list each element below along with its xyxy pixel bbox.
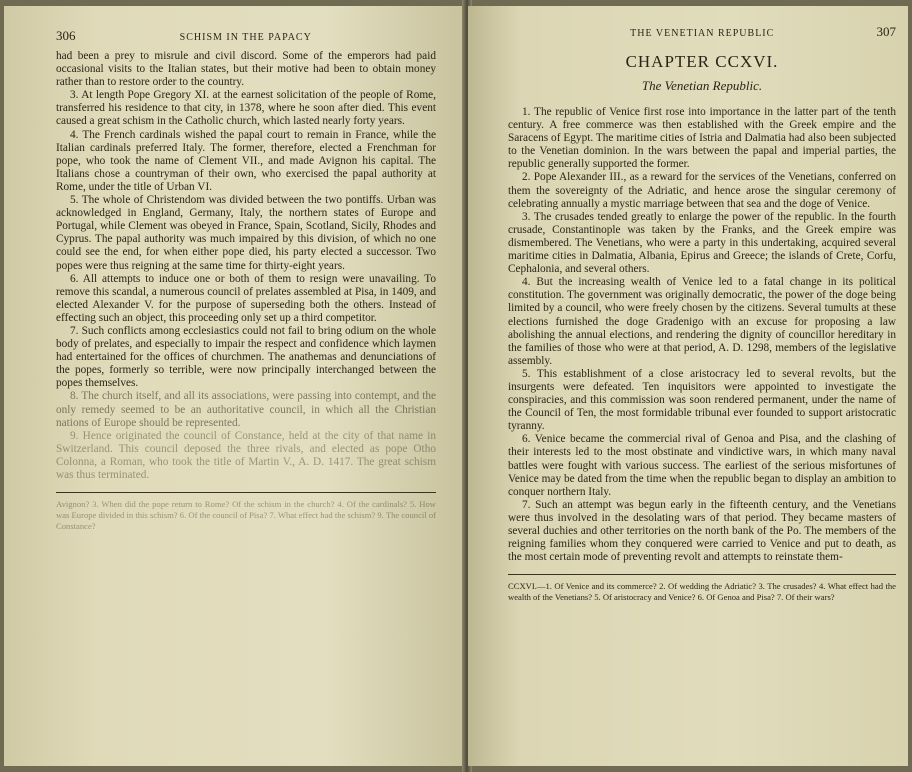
left-paragraph: 6. All attempts to induce one or both of them to resign were unavailing. To remove this scandal, a numerous council of prelates assembled at Pisa, in 1409, and elected Alexander V. for the purpose of superseding both the others. Instead of effecting such an object, this proceeding only set up a third competitor. — [56, 272, 436, 324]
right-page-number: 307 — [876, 24, 896, 39]
right-footnote: CCXVI.—1. Of Venice and its commerce? 2. Of wedding the Adriatic? 3. The crusades? 4. What effect had the wealth of the Venetians? 5. Of aristocracy and Venice? 6. Of Genoa and Pisa? 7. Of their wars? — [508, 581, 896, 603]
left-paragraph: 8. The church itself, and all its associations, were passing into contempt, and the only remedy seemed to be an authoritative council, in which all the Christian nations of Europe should be represented. — [56, 390, 436, 429]
right-page — [468, 6, 908, 766]
left-running-title: SCHISM IN THE PAPACY — [179, 32, 312, 43]
right-paragraph: 6. Venice became the commercial rival of Genoa and Pisa, and the clashing of their interests led to the most obstinate and vindictive wars, in which many naval battles were fought with various success. The earliest of the serious misfortunes of Venice may be dated from the time when the republic began to display an ambition to conquer northern Italy. — [508, 433, 896, 498]
left-paragraph: 7. Such conflicts among ecclesiastics could not fail to bring odium on the whole body of prelates, and especially to impair the respect and confidence which laymen had entertained for the offices of churchmen. The anathemas and denunciations of the popes, formerly so terrible, were now principally interchanged between the popes themselves. — [56, 324, 436, 390]
left-paragraph: 4. The French cardinals wished the papal court to remain in France, while the Italian cardinals preferred Italy. The former, therefore, elected a Frenchman for pope, who took the name of Clement VII., and made Avignon his capital. The Italians chose a countryman of their own, who exercised the papal authority at Rome, under the title of Urban VI. — [56, 128, 436, 193]
chapter-subtitle: The Venetian Republic. — [641, 78, 763, 93]
right-paragraph: 3. The crusades tended greatly to enlarge the power of the republic. In the fourth crusade, Constantinople was taken by the Franks, and the Greek empire was dismembered. The Venetians, who were a party in this undertaking, acquired several maritime cities in Dalmatia, Albania, Epirus and Greece; the islands of Crete, Corfu, Cephalonia, and several others. — [508, 210, 896, 276]
right-paragraph: 7. Such an attempt was begun early in the fifteenth century, and the Venetians were thus involved in the desolating wars of that period. They became masters of several duchies and other territories on the north bank of the Po. The members of the reigning families whom they conquered were carried to Venice and put to death, as the most certain mode of preventing revolt and attempts to reinstate them- — [508, 498, 896, 564]
right-paragraph: 2. Pope Alexander III., as a reward for the services of the Venetians, conferred on them the sovereignty of the Adriatic, and hence arose the singular ceremony of celebrating annually a mystic marriage between that sea and the doge of Venice. — [508, 171, 896, 210]
right-paragraph: 5. This establishment of a close aristocracy led to several revolts, but the insurgents were defeated. Ten inquisitors were appointed to investigate the conspiracies, and this commission was soon rendered permanent, under the name of the Council of Ten, the most formidable tribunal ever founded to support aristocratic tyranny. — [508, 367, 896, 433]
left-page-number: 306 — [56, 28, 76, 43]
left-footnote-rule — [56, 492, 436, 493]
right-paragraph: 1. The republic of Venice first rose into importance in the latter part of the tenth century. A free commerce was then established with the Greek empire and the Saracens of Egypt. The maritime cities of Istria and Dalmatia had also been subjected to the Venetian dominion. In the wars between the papal and imperial parties, the republic generally supported the former. — [508, 106, 896, 171]
right-running-head — [508, 24, 896, 40]
left-paragraph: 9. Hence originated the council of Constance, held at the city of that name in Switzerland. This council deposed the three rivals, and elected as pope Otho Colonna, a Roman, who took the title of Martin V., A. D. 1417. The great schism was thus terminated. — [56, 429, 436, 481]
left-paragraph: had been a prey to misrule and civil discord. Some of the emperors had paid occasional visits to the Italian states, but their motive had been to obtain money rather than to restore order to the country. — [56, 50, 436, 89]
left-page — [4, 6, 464, 766]
left-running-head — [56, 28, 436, 44]
right-paragraph: 4. But the increasing wealth of Venice led to a fatal change in its political constitution. The government was originally democratic, the power of the doge being limited by a council, who were freely chosen by the citizens. Several tumults at these elections furnished the doge Gradenigo with an excuse for proposing a law abolishing the annual elections, and rendering the dignity of councillor hereditary in the families of those who were at that period, A. D. 1298, members of the legislative assembly. — [508, 276, 896, 367]
left-footnote: Avignon? 3. When did the pope return to Rome? Of the schism in the church? 4. Of the cardinals? 5. How was Europe divided in this schism? 6. Of the council of Pisa? 7. What effect had the schism? 9. The council of Constance? — [56, 499, 436, 532]
left-paragraph: 3. At length Pope Gregory XI. at the earnest solicitation of the people of Rome, transferred his residence to that city, in 1378, where he soon after died. This event caused a great schism in the Catholic church, which lasted nearly forty years. — [56, 89, 436, 128]
left-paragraph: 5. The whole of Christendom was divided between the two pontiffs. Urban was acknowledged in England, Germany, Italy, the northern states of Europe and Portugal, while Clement was obeyed in France, Spain, Scotland, Sicily, Rhodes and Cyprus. The papal authority was much impaired by this division, of which no one could see the end, for when either pope died, his party elected a successor. Two popes were thus reigning at the same time for thirty-eight years. — [56, 194, 436, 272]
right-footnote-rule — [508, 574, 896, 575]
right-running-title: THE VENETIAN REPUBLIC — [630, 28, 775, 39]
chapter-heading: CHAPTER CCXVI. — [625, 52, 779, 71]
